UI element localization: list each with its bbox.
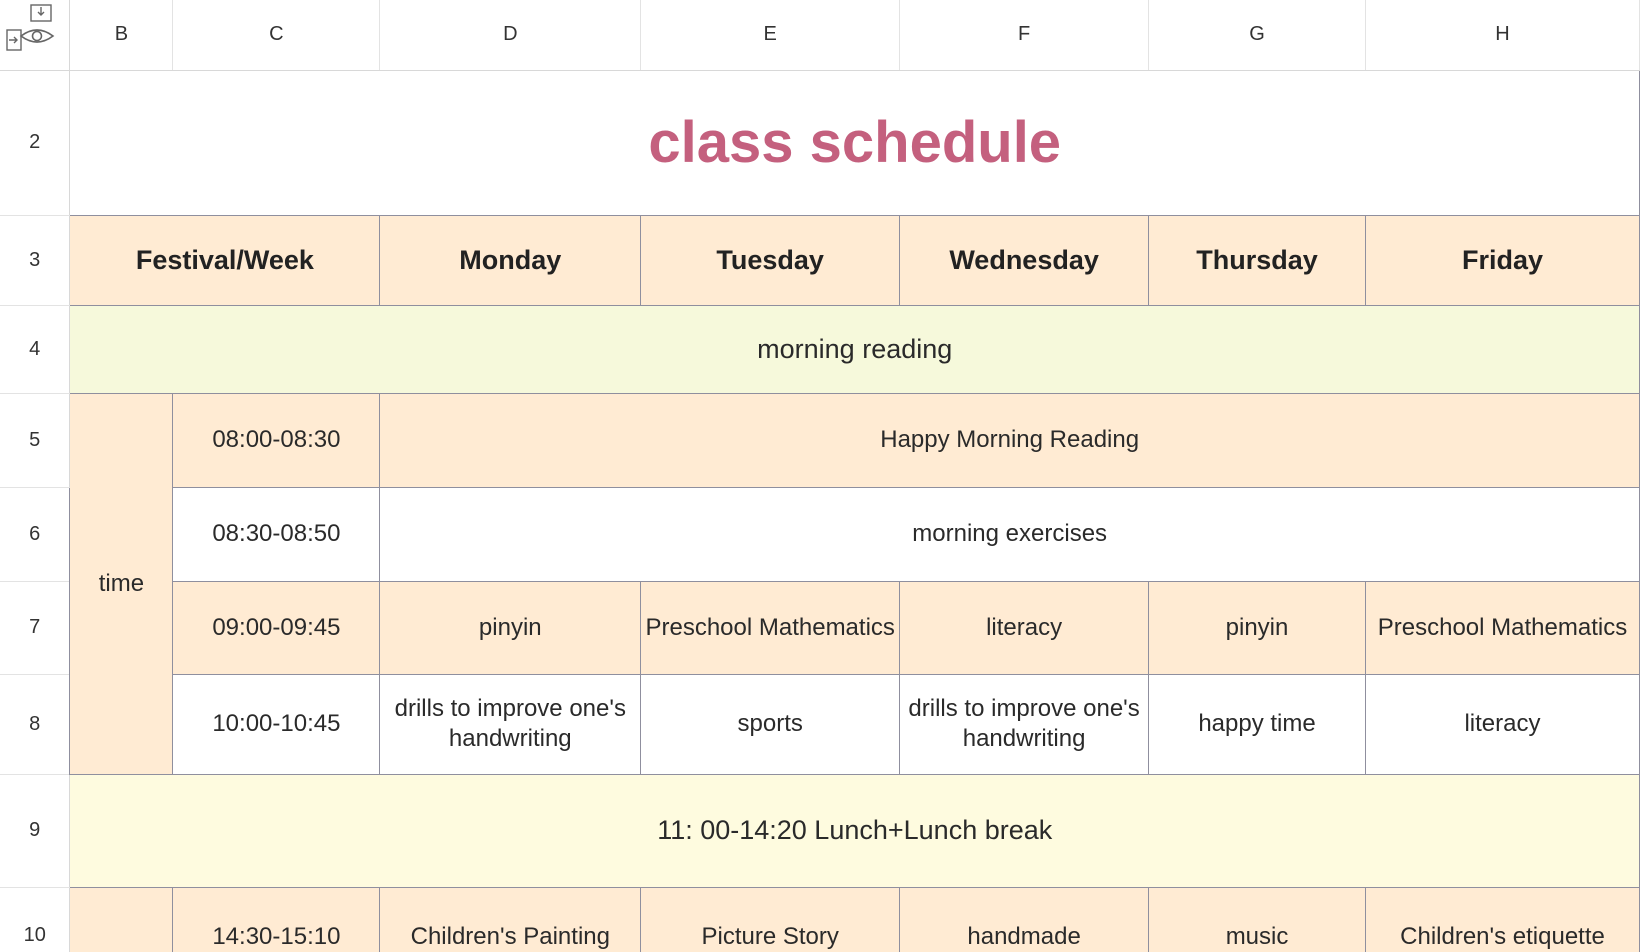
time-slot-cell[interactable] <box>173 674 380 774</box>
row-header-4[interactable]: 4 <box>0 305 70 393</box>
class-label: Preschool Mathematics <box>645 613 895 641</box>
class-label: pinyin <box>1225 613 1289 641</box>
festival-week-label: Festival/Week <box>135 244 314 275</box>
time-slot-cell[interactable] <box>173 393 380 487</box>
class-label: Children's etiquette <box>1400 922 1605 950</box>
morning-reading-band[interactable] <box>70 305 1640 393</box>
row-header-8[interactable]: 8 <box>0 674 70 774</box>
class-cell-wednesday[interactable] <box>900 581 1149 674</box>
day-header-wednesday[interactable] <box>900 215 1149 305</box>
class-label: music <box>1225 922 1289 950</box>
freeze-eye-icon[interactable] <box>4 2 56 54</box>
class-cell-friday[interactable] <box>1365 581 1639 674</box>
afternoon-label-cell[interactable] <box>70 887 173 952</box>
column-header-c[interactable]: C <box>173 0 380 70</box>
class-label: Picture Story <box>701 922 839 950</box>
row-header-10[interactable] <box>0 887 70 952</box>
row-header-9[interactable]: 9 <box>0 774 70 887</box>
class-label: pinyin <box>478 613 542 641</box>
row-header-7[interactable]: 7 <box>0 581 70 674</box>
day-header-monday[interactable] <box>380 215 641 305</box>
day-header-thursday[interactable] <box>1149 215 1366 305</box>
column-header-h[interactable]: H <box>1365 0 1639 70</box>
row-header-5[interactable]: 5 <box>0 393 70 487</box>
row-header-2[interactable]: 2 <box>0 70 70 215</box>
morning-reading-label: morning reading <box>757 333 953 364</box>
class-cell-thursday[interactable] <box>1149 887 1366 952</box>
time-slot: 10:00-10:45 <box>212 710 341 737</box>
column-header-e[interactable]: E <box>641 0 900 70</box>
class-cell-friday[interactable] <box>1365 674 1639 774</box>
class-cell-tuesday[interactable] <box>641 674 900 774</box>
day-label: Wednesday <box>949 244 1099 275</box>
select-all-corner[interactable] <box>0 0 70 70</box>
time-slot-cell[interactable] <box>173 887 380 952</box>
class-label: handmade <box>967 922 1081 950</box>
column-header-d[interactable]: D <box>380 0 641 70</box>
class-cell-wednesday[interactable] <box>900 887 1149 952</box>
row-header-6[interactable]: 6 <box>0 487 70 581</box>
time-slot: 08:00-08:30 <box>212 426 341 453</box>
time-slot: 09:00-09:45 <box>212 613 341 641</box>
day-label: Friday <box>1461 244 1543 275</box>
festival-week-header[interactable] <box>70 215 380 305</box>
activity-label: Happy Morning Reading <box>880 426 1140 453</box>
class-cell-monday[interactable] <box>380 581 641 674</box>
column-header-g[interactable]: G <box>1149 0 1366 70</box>
row-number: 10 <box>23 923 46 946</box>
time-slot-cell[interactable] <box>173 581 380 674</box>
row-header-3[interactable]: 3 <box>0 215 70 305</box>
class-cell-tuesday[interactable] <box>641 887 900 952</box>
time-slot: 14:30-15:10 <box>212 922 341 950</box>
class-cell-monday[interactable] <box>380 887 641 952</box>
class-cell-friday[interactable] <box>1365 887 1639 952</box>
time-label: time <box>98 569 145 597</box>
class-label: literacy <box>1464 710 1541 737</box>
class-label: sports <box>737 710 803 737</box>
time-slot: 08:30-08:50 <box>212 520 341 547</box>
day-label: Thursday <box>1196 244 1318 275</box>
page-title: class schedule <box>648 110 1062 175</box>
class-label: Preschool Mathematics <box>1377 613 1628 641</box>
morning-exercises-cell[interactable] <box>380 487 1640 581</box>
class-cell-thursday[interactable] <box>1149 674 1366 774</box>
day-label: Tuesday <box>716 244 824 275</box>
column-header-f[interactable]: F <box>900 0 1149 70</box>
time-slot-cell[interactable] <box>173 487 380 581</box>
day-label: Monday <box>459 244 562 275</box>
class-label: literacy <box>986 613 1063 641</box>
class-cell-monday[interactable] <box>380 674 641 774</box>
class-cell-tuesday[interactable] <box>641 581 900 674</box>
class-cell-thursday[interactable] <box>1149 581 1366 674</box>
class-label: Children's Painting <box>410 922 610 950</box>
lunch-band[interactable] <box>70 774 1640 887</box>
happy-morning-reading-cell[interactable] <box>380 393 1640 487</box>
class-label: drills to improve one's handwriting <box>908 695 1140 752</box>
time-label-cell[interactable] <box>70 393 173 774</box>
day-header-tuesday[interactable] <box>641 215 900 305</box>
lunch-label: 11: 00-14:20 Lunch+Lunch break <box>657 815 1053 845</box>
class-label: drills to improve one's handwriting <box>394 695 626 752</box>
column-header-b[interactable]: B <box>70 0 173 70</box>
class-cell-wednesday[interactable] <box>900 674 1149 774</box>
day-header-friday[interactable] <box>1365 215 1639 305</box>
activity-label: morning exercises <box>912 520 1108 547</box>
title-cell[interactable] <box>70 70 1640 215</box>
class-label: happy time <box>1198 710 1316 737</box>
